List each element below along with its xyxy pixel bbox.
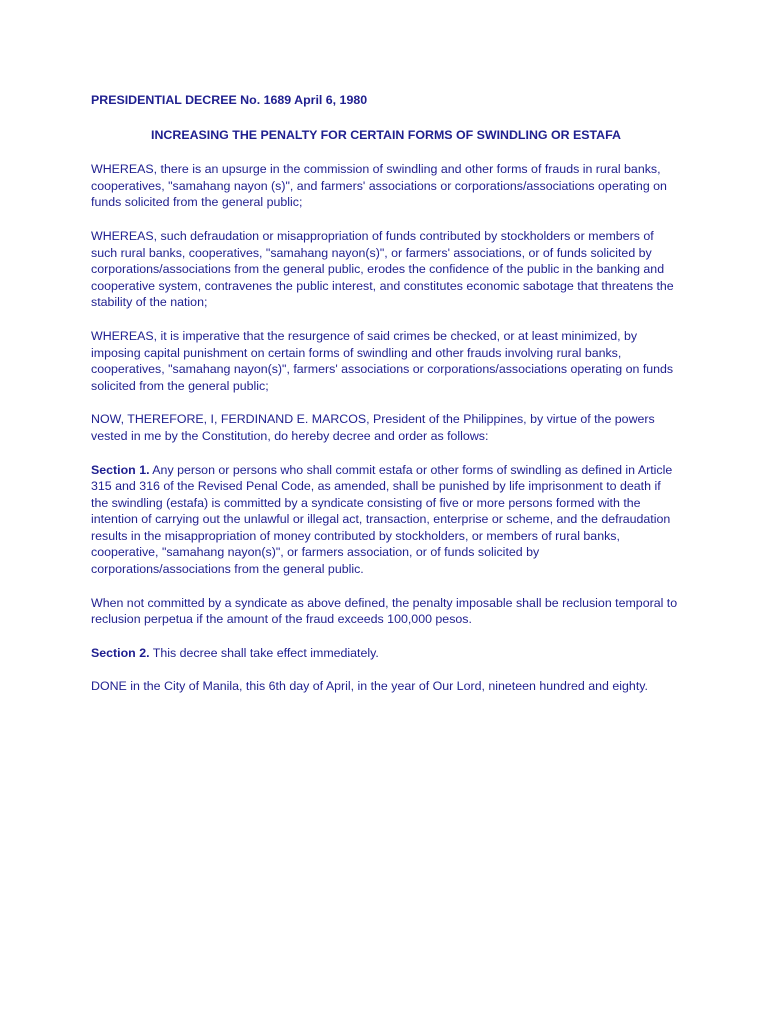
non-syndicate-paragraph: When not committed by a syndicate as above defined, the penalty imposable shall be reclusion temporal to reclusion perpetua if the amount of the fraud exceeds 100,000 pesos.: [91, 595, 678, 627]
whereas-paragraph-3: WHEREAS, it is imperative that the resurgence of said crimes be checked, or at least minimized, by imposing capital punishment on certain forms of swindling and other frauds involving rural banks, cooperatives, "samahang nayon(s)", farmers' associations or corporations/associations operating on funds solicited from the general public;: [91, 328, 674, 393]
decree-document: [91, 92, 681, 712]
section-2-text: This decree shall take effect immediately.: [149, 645, 379, 660]
section-2-paragraph: [91, 645, 681, 662]
section-1-paragraph: [91, 462, 681, 578]
done-paragraph: DONE in the City of Manila, this 6th day of April, in the year of Our Lord, nineteen hundred and eighty.: [91, 679, 648, 694]
whereas-paragraph-1: WHEREAS, there is an upsurge in the commission of swindling and other forms of frauds in rural banks, cooperatives, "samahang nayon (s)", and farmers' associations or corporations/associations operating on funds solicited from the general public;: [91, 162, 667, 210]
whereas-paragraph-2: WHEREAS, such defraudation or misappropriation of funds contributed by stockholders or members of such rural banks, cooperatives, "samahang nayon(s)", or farmers' associations, or of funds solicited by corporations/associations from the general public, erodes the confidence of the public in the banking and cooperative system, contravenes the public interest, and constitutes economic sabotage that threatens the stability of the nation;: [91, 228, 674, 310]
now-therefore-paragraph: NOW, THEREFORE, I, FERDINAND E. MARCOS, President of the Philippines, by virtue of the powers vested in me by the Constitution, do hereby decree and order as follows:: [91, 412, 655, 443]
decree-heading: INCREASING THE PENALTY FOR CERTAIN FORMS OF SWINDLING OR ESTAFA: [151, 127, 621, 142]
section-2-label: Section 2.: [91, 645, 150, 660]
section-1-label: Section 1.: [91, 462, 150, 477]
decree-title: PRESIDENTIAL DECREE No. 1689 April 6, 1980: [91, 93, 368, 107]
section-1-text: Any person or persons who shall commit estafa or other forms of swindling as defined in Article 315 and 316 of the Revised Penal Code, as amended, shall be punished by life imprisonment to death if the swindling (estafa) is committed by a syndicate consisting of five or more persons formed with the intention of carrying out the unlawful or illegal act, transaction, enterprise or scheme, and the defraudation results in the misappropriation of money contributed by stockholders, or members of rural banks, cooperative, "samahang nayon(s)", or farmers association, or of funds solicited by corporations/associations from the general public.: [91, 462, 673, 577]
